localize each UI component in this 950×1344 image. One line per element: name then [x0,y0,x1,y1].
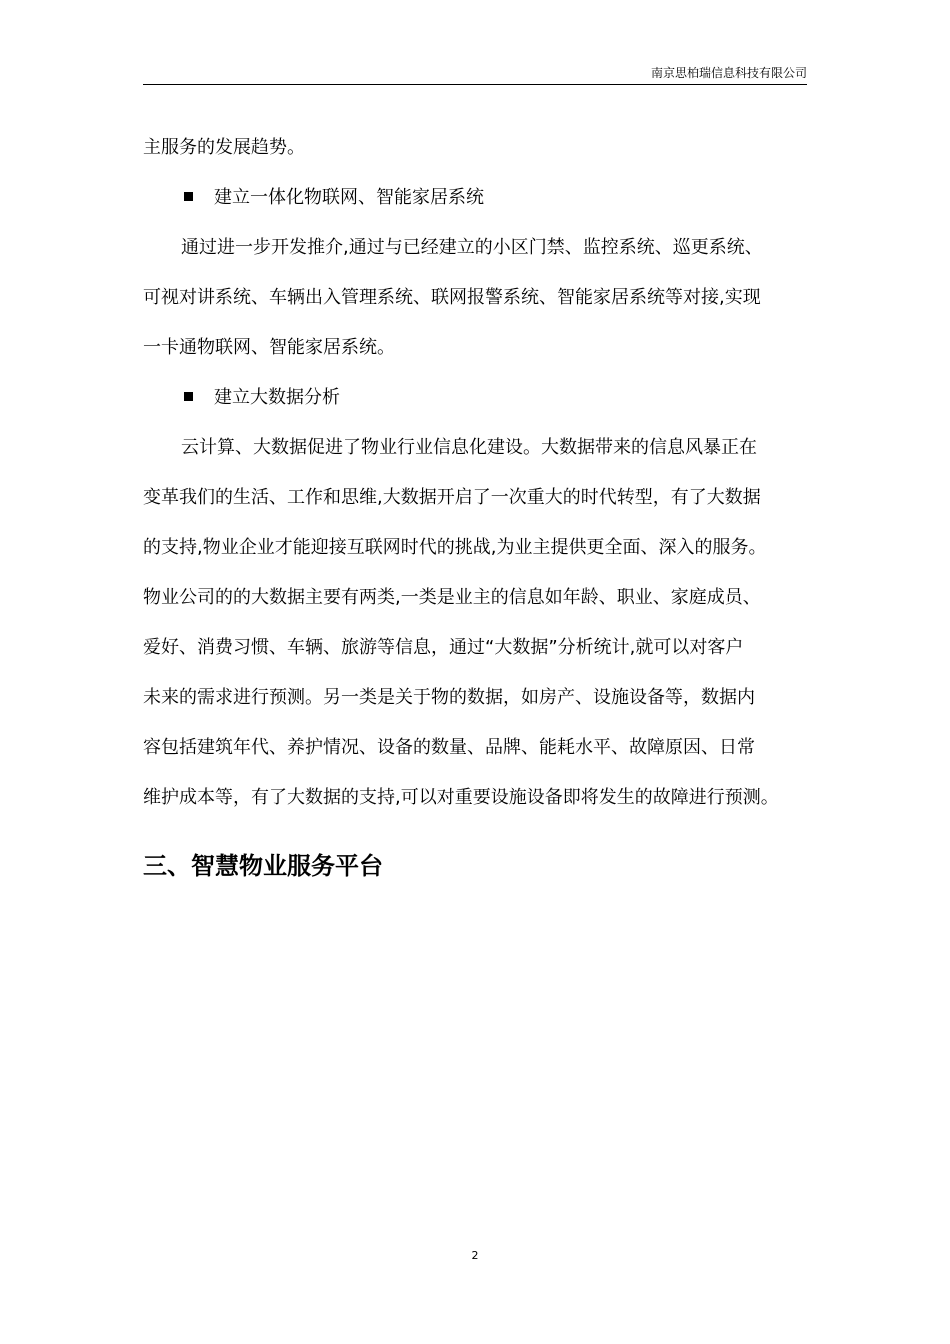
page-number: 2 [471,1249,479,1262]
square-bullet-icon [184,192,193,201]
paragraph-line: 可视对讲系统、车辆出入管理系统、联网报警系统、智能家居系统等对接,实现 [143,287,761,308]
bullet-text: 建立大数据分析 [214,387,340,408]
paragraph-line: 变革我们的生活、工作和思维,大数据开启了一次重大的时代转型，有了大数据 [143,487,761,508]
document-body [143,130,807,830]
paragraph-line: 爱好、消费习惯、车辆、旅游等信息，通过“大数据”分析统计,就可以对客户 [143,637,744,658]
paragraph-line: 维护成本等，有了大数据的支持,可以对重要设施设备即将发生的故障进行预测。 [143,787,779,808]
paragraph-line: 容包括建筑年代、养护情况、设备的数量、品牌、能耗水平、故障原因、日常 [143,737,755,758]
bullet-item-big-data [143,380,807,430]
paragraph-continuation: 主服务的发展趋势。 [143,137,305,158]
paragraph-line: 一卡通物联网、智能家居系统。 [143,337,395,358]
bullet-item-iot [143,180,807,230]
square-bullet-icon [184,392,193,401]
paragraph-line: 未来的需求进行预测。另一类是关于物的数据，如房产、设施设备等，数据内 [143,687,755,708]
header-company-name: 南京思柏瑞信息科技有限公司 [650,66,807,80]
paragraph-line: 通过进一步开发推介,通过与已经建立的小区门禁、监控系统、巡更系统、 [181,237,763,258]
paragraph-line: 云计算、大数据促进了物业行业信息化建设。大数据带来的信息风暴正在 [181,437,757,458]
section-heading: 三、智慧物业服务平台 [143,852,383,880]
paragraph-line: 的支持,物业企业才能迎接互联网时代的挑战,为业主提供更全面、深入的服务。 [143,537,767,558]
paragraph-line: 物业公司的的大数据主要有两类,一类是业主的信息如年龄、职业、家庭成员、 [143,587,761,608]
page-header [143,62,807,85]
bullet-text: 建立一体化物联网、智能家居系统 [214,187,484,208]
